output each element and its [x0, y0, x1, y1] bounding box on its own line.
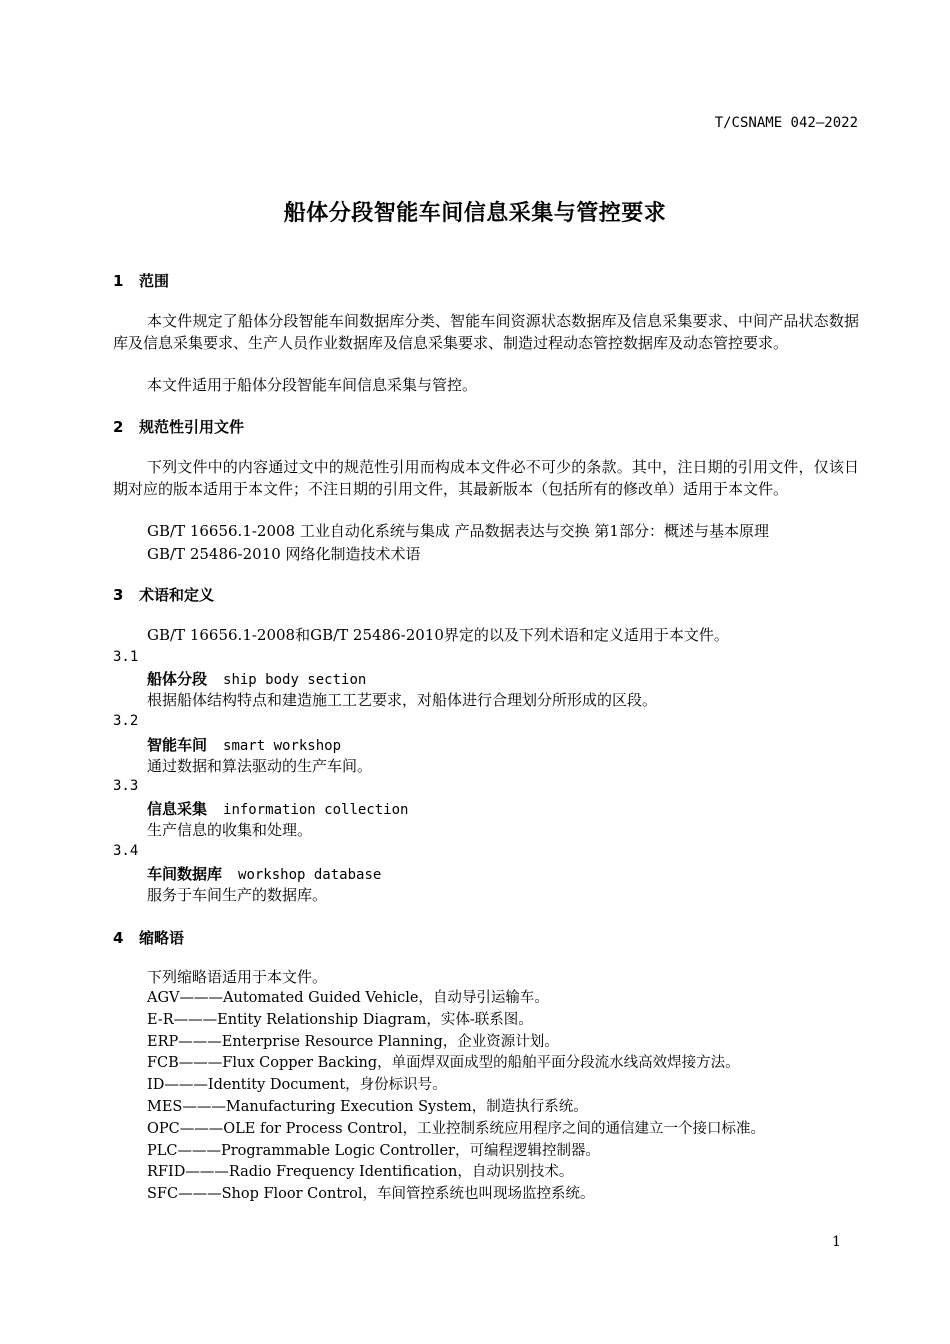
term-number: 3.4 [113, 843, 139, 859]
term-chinese: 信息采集 [147, 800, 208, 818]
scope-applicability: 本文件适用于船体分段智能车间信息采集与管控。 [147, 376, 478, 394]
abbreviation-item: MES———Manufacturing Execution System，制造执行系统。 [147, 1098, 588, 1115]
term-entry [147, 734, 341, 755]
page-title: 船体分段智能车间信息采集与管控要求 [283, 201, 667, 226]
abbreviation-item: ERP———Enterprise Resource Planning，企业资源计划。 [147, 1033, 559, 1050]
abbreviation-item: E-R———Entity Relationship Diagram，实体-联系图。 [147, 1011, 533, 1028]
term-number: 3.1 [113, 649, 139, 665]
term-english: smart workshop [223, 738, 342, 754]
term-chinese: 船体分段 [147, 670, 208, 688]
reference-item: GB/T 25486-2010 网络化制造技术术语 [147, 545, 421, 563]
normative-references-paragraph: 下列文件中的内容通过文中的规范性引用而构成本文件必不可少的条款。其中，注日期的引用文件，仅该日期对应的版本适用于本文件；不注日期的引用文件，其最新版本（包括所有的修改单）适用于本文件。 [113, 458, 859, 498]
section-number: 4 [113, 929, 124, 947]
term-english: workshop database [238, 867, 382, 883]
section-title: 缩略语 [139, 929, 185, 947]
term-definition: 服务于车间生产的数据库。 [147, 886, 328, 904]
terms-intro: GB/T 16656.1-2008和GB/T 25486-2010界定的以及下列术语和定义适用于本文件。 [147, 626, 729, 644]
term-chinese: 智能车间 [147, 736, 208, 754]
reference-item: GB/T 16656.1-2008 工业自动化系统与集成 产品数据表达与交换 第1部分：概述与基本原理 [147, 522, 769, 540]
scope-paragraph: 本文件规定了船体分段智能车间数据库分类、智能车间资源状态数据库及信息采集要求、中间产品状态数据库及信息采集要求、生产人员作业数据库及信息采集要求、制造过程动态管控数据库及动态管控要求。 [113, 312, 859, 352]
section-title: 范围 [139, 272, 170, 290]
abbreviation-item: OPC———OLE for Process Control，工业控制系统应用程序之间的通信建立一个接口标准。 [147, 1120, 765, 1137]
abbreviation-item: PLC———Programmable Logic Controller，可编程逻辑控制器。 [147, 1142, 600, 1159]
section-1-heading [113, 270, 169, 291]
abbreviation-item: ID———Identity Document，身份标识号。 [147, 1077, 447, 1094]
term-definition: 生产信息的收集和处理。 [147, 821, 313, 839]
section-number: 2 [113, 418, 124, 436]
term-english: information collection [223, 802, 409, 818]
section-3-heading [113, 584, 214, 605]
abbreviation-list [147, 988, 765, 1206]
term-chinese: 车间数据库 [147, 865, 223, 883]
term-entry [147, 863, 381, 884]
document-code: T/CSNAME 042—2022 [714, 115, 858, 131]
term-entry [147, 798, 408, 819]
section-4-heading [113, 927, 184, 948]
section-title: 规范性引用文件 [139, 418, 245, 436]
abbreviation-item: RFID———Radio Frequency Identification，自动识别技术。 [147, 1164, 574, 1181]
section-number: 3 [113, 586, 124, 604]
term-definition: 通过数据和算法驱动的生产车间。 [147, 757, 373, 775]
page-number: 1 [832, 1234, 841, 1250]
abbreviation-item: SFC———Shop Floor Control，车间管控系统也叫现场监控系统。 [147, 1186, 595, 1203]
term-entry [147, 668, 366, 689]
abbreviation-item: AGV———Automated Guided Vehicle，自动导引运输车。 [147, 990, 549, 1006]
term-definition: 根据船体结构特点和建造施工工艺要求，对船体进行合理划分所形成的区段。 [147, 691, 658, 709]
abbreviations-intro: 下列缩略语适用于本文件。 [147, 968, 328, 986]
section-2-heading [113, 416, 244, 437]
section-number: 1 [113, 272, 124, 290]
abbreviation-item: FCB———Flux Copper Backing，单面焊双面成型的船舶平面分段流水线高效焊接方法。 [147, 1055, 740, 1072]
term-english: ship body section [223, 672, 367, 688]
section-title: 术语和定义 [139, 586, 215, 604]
term-number: 3.2 [113, 713, 139, 729]
term-number: 3.3 [113, 778, 139, 794]
